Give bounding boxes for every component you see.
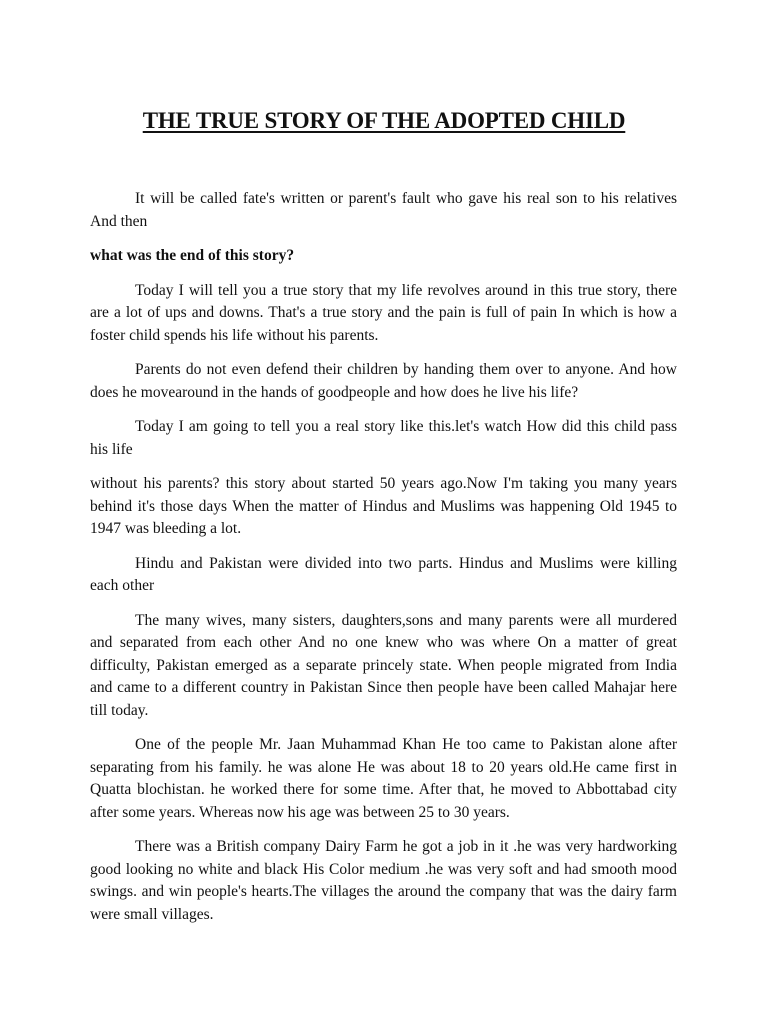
paragraph: Today I will tell you a true story that my life revolves around in this true story, there are a lot of ups and downs. That's a true story and the pain is full of pain In which is how a foster child spends his life without his parents.: [90, 281, 677, 344]
paragraph: Parents do not even defend their children by handing them over to anyone. And how does he movearound in the hands of goodpeople and how does he live his life?: [90, 361, 677, 401]
paragraph: The many wives, many sisters, daughters,sons and many parents were all murdered and separated from each other And no one knew who was where On a matter of great difficulty, Pakistan emerged as a separate princely state. When people migrated from India and came to a different country in Pakistan Since then people have been called Mahajar here till today.: [90, 611, 677, 719]
paragraph: Today I am going to tell you a real story like this.let's watch How did this child pass his life: [90, 418, 677, 458]
paragraph: It will be called fate's written or parent's fault who gave his real son to his relatives And then: [90, 190, 677, 230]
document-title: THE TRUE STORY OF THE ADOPTED CHILD: [142, 108, 626, 133]
paragraph: One of the people Mr. Jaan Muhammad Khan He too came to Pakistan alone after separating from his family. he was alone He was about 18 to 20 years old.He came first in Quatta blochistan. he worked there for some time. After that, he moved to Abbottabad city after some years. Whereas now his age was between 25 to 30 years.: [90, 736, 677, 821]
paragraph: Hindu and Pakistan were divided into two parts. Hindus and Muslims were killing each other: [90, 554, 677, 594]
paragraph: There was a British company Dairy Farm he got a job in it .he was very hardworking good looking no white and black His Color medium .he was very soft and had smooth mood swings. and win people's hearts.The villages the around the company that was the dairy farm were small villages.: [90, 838, 677, 923]
paragraph: without his parents? this story about started 50 years ago.Now I'm taking you many years behind it's those days When the matter of Hindus and Muslims was happening Old 1945 to 1947 was bleeding a lot.: [90, 475, 677, 537]
paragraph-bold-question: what was the end of this story?: [90, 247, 295, 264]
document-body: [90, 188, 677, 938]
